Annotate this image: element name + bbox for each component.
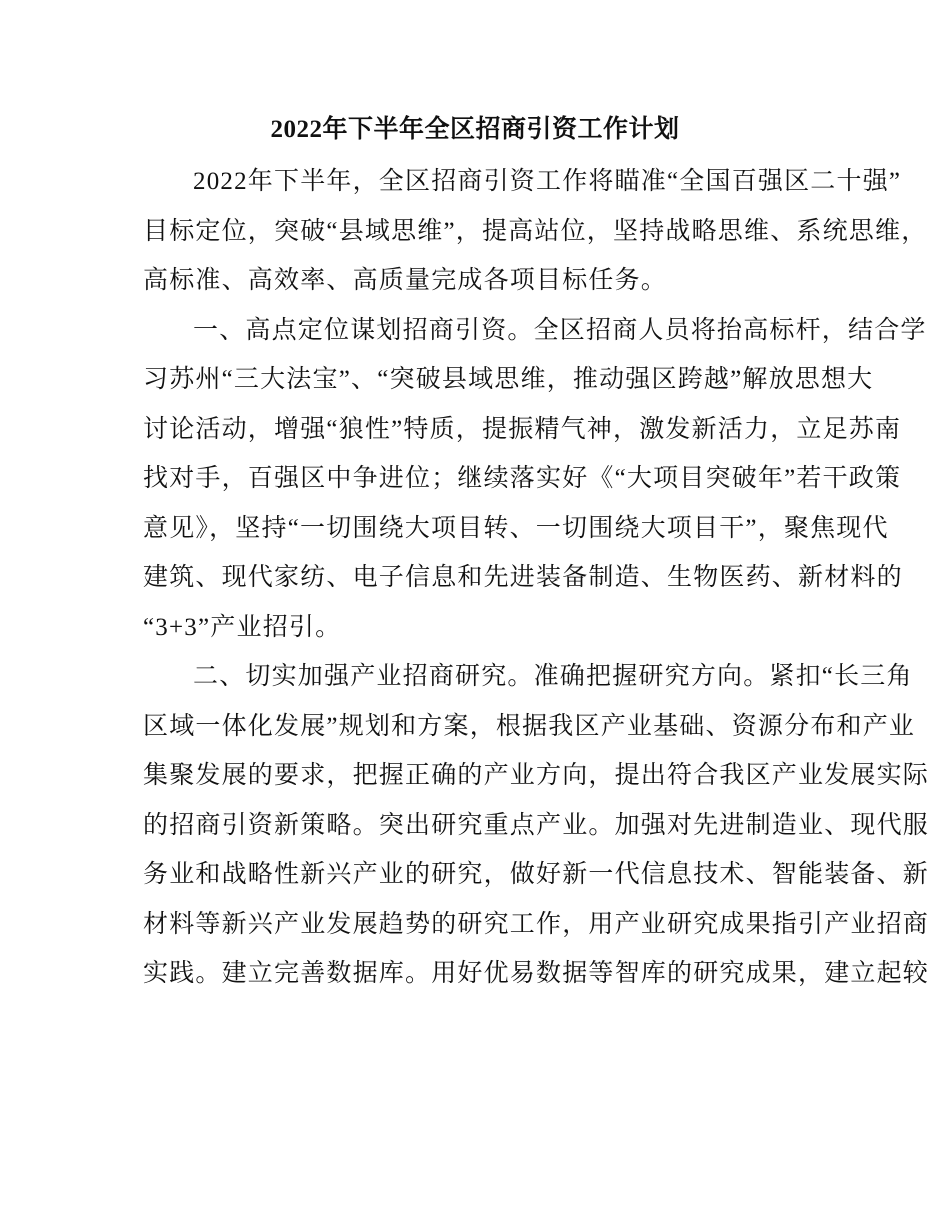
paragraph — [143, 652, 930, 999]
paragraph-line: “3+3”产业招引。 — [143, 613, 342, 641]
paragraph-line: 目标定位，突破“县域思维”，提高站位，坚持战略思维、系统思维， — [143, 217, 928, 245]
document-body — [143, 157, 930, 999]
paragraph-line: 一、高点定位谋划招商引资。全区招商人员将抬高标杆，结合学 — [193, 316, 927, 344]
paragraph-line: 集聚发展的要求，把握正确的产业方向，提出符合我区产业发展实际 — [143, 762, 930, 789]
paragraph-line: 材料等新兴产业发展趋势的研究工作，用产业研究成果指引产业招商 — [143, 910, 930, 938]
paragraph-line: 的招商引资新策略。突出研究重点产业。加强对先进制造业、现代服 — [143, 811, 930, 839]
paragraph-line: 找对手，百强区中争进位；继续落实好《“大项目突破年”若干政策 — [143, 465, 902, 492]
paragraph-line: 意见》，坚持“一切围绕大项目转、一切围绕大项目干”，聚焦现代 — [143, 514, 889, 542]
paragraph-line: 习苏州“三大法宝”、“突破县域思维，推动强区跨越”解放思想大 — [143, 366, 874, 393]
paragraph-line: 2022年下半年，全区招商引资工作将瞄准“全国百强区二十强” — [193, 168, 902, 195]
paragraph-line: 讨论活动，增强“狼性”特质，提振精气神，激发新活力，立足苏南 — [143, 415, 902, 443]
paragraph-line: 务业和战略性新兴产业的研究，做好新一代信息技术、智能装备、新 — [143, 861, 930, 888]
paragraph — [143, 306, 927, 653]
paragraph-line: 建筑、现代家纺、电子信息和先进装备制造、生物医药、新材料的 — [143, 564, 903, 591]
paragraph — [143, 157, 928, 306]
document-title: 2022年下半年全区招商引资工作计划 — [270, 116, 680, 143]
paragraph-line: 二、切实加强产业招商研究。准确把握研究方向。紧扣“长三角 — [193, 663, 913, 690]
paragraph-line: 区域一体化发展”规划和方案，根据我区产业基础、资源分布和产业 — [143, 712, 916, 740]
paragraph-line: 实践。建立完善数据库。用好优易数据等智库的研究成果，建立起较 — [143, 960, 930, 987]
paragraph-line: 高标准、高效率、高质量完成各项目标任务。 — [143, 267, 668, 294]
